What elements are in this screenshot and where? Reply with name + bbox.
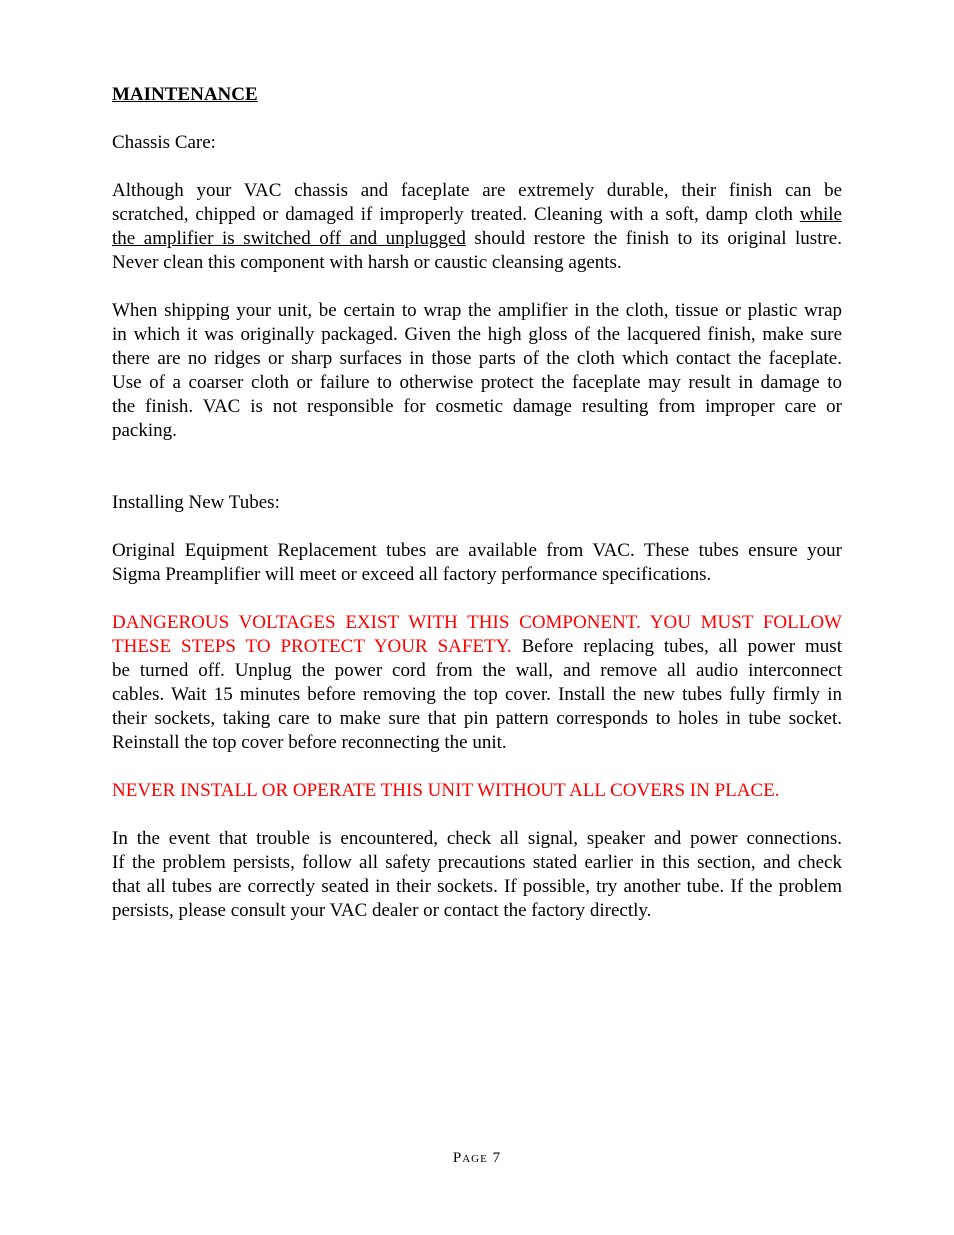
paragraph-line: cables. Wait 15 minutes before removing the top cover. Install the new tubes fully firmly in: [112, 684, 842, 705]
document-page: [112, 83, 842, 923]
paragraph-line: their sockets, taking care to make sure that pin pattern corresponds to holes in tube socket.: [112, 708, 842, 729]
paragraph-line: persists, please consult your VAC dealer or contact the factory directly.: [112, 900, 652, 921]
underlined-text: the amplifier is switched off and unplugged: [112, 228, 466, 249]
page-number: Page 7: [452, 1150, 502, 1166]
paragraph-line: there are no ridges or sharp surfaces in those parts of the cloth which contact the faceplate.: [112, 348, 842, 369]
spacer: [112, 587, 842, 611]
warning-text: THESE STEPS TO PROTECT YOUR SAFETY.: [112, 636, 512, 657]
spacer: [112, 755, 842, 779]
paragraph-line: Although your VAC chassis and faceplate are extremely durable, their finish can be: [112, 180, 842, 201]
paragraph-line: packing.: [112, 420, 177, 441]
spacer: [112, 803, 842, 827]
paragraph-line: When shipping your unit, be certain to wrap the amplifier in the cloth, tissue or plastic wrap: [112, 300, 842, 321]
paragraph-danger-warning: [112, 611, 842, 755]
paragraph-line: [112, 203, 842, 227]
paragraph-line: in which it was originally packaged. Given the high gloss of the lacquered finish, make sure: [112, 324, 842, 345]
spacer: [112, 275, 842, 299]
text-run: scratched, chipped or damaged if improperly treated. Cleaning with a soft, damp cloth: [112, 204, 800, 225]
spacer: [112, 155, 842, 179]
paragraph-shipping: [112, 299, 842, 443]
paragraph-line: be turned off. Unplug the power cord from the wall, and remove all audio interconnect: [112, 660, 842, 681]
text-run: should restore the finish to its original lustre.: [465, 228, 842, 249]
paragraph-line: that all tubes are correctly seated in their sockets. If possible, try another tube. If the problem: [112, 876, 842, 897]
paragraph-line: [112, 227, 842, 251]
warning-line: DANGEROUS VOLTAGES EXIST WITH THIS COMPONENT. YOU MUST FOLLOW: [112, 612, 842, 633]
paragraph-line: Use of a coarser cloth or failure to otherwise protect the faceplate may result in damage to: [112, 372, 842, 393]
paragraph-line: Reinstall the top cover before reconnecting the unit.: [112, 732, 507, 753]
spacer: [112, 515, 842, 539]
paragraph-line: If the problem persists, follow all safety precautions stated earlier in this section, and check: [112, 852, 842, 873]
paragraph-chassis-finish: [112, 179, 842, 275]
section-heading: MAINTENANCE: [112, 84, 258, 105]
text-run: Before replacing tubes, all power must: [511, 636, 842, 657]
spacer: [112, 107, 842, 131]
paragraph-line: Sigma Preamplifier will meet or exceed all factory performance specifications.: [112, 564, 712, 585]
paragraph-line: [112, 635, 842, 659]
covers-warning: NEVER INSTALL OR OPERATE THIS UNIT WITHOUT ALL COVERS IN PLACE.: [112, 780, 780, 801]
spacer: [112, 443, 842, 491]
underlined-text: while: [799, 204, 842, 225]
paragraph-line: Original Equipment Replacement tubes are available from VAC. These tubes ensure your: [112, 540, 842, 561]
paragraph-replacement-tubes: [112, 539, 842, 587]
paragraph-line: the finish. VAC is not responsible for cosmetic damage resulting from improper care or: [112, 396, 842, 417]
subheading-chassis-care: Chassis Care:: [112, 132, 216, 153]
paragraph-line: Never clean this component with harsh or caustic cleansing agents.: [112, 252, 622, 273]
paragraph-troubleshooting: [112, 827, 842, 923]
paragraph-line: In the event that trouble is encountered, check all signal, speaker and power connections.: [112, 828, 842, 849]
subheading-installing-tubes: Installing New Tubes:: [112, 492, 280, 513]
